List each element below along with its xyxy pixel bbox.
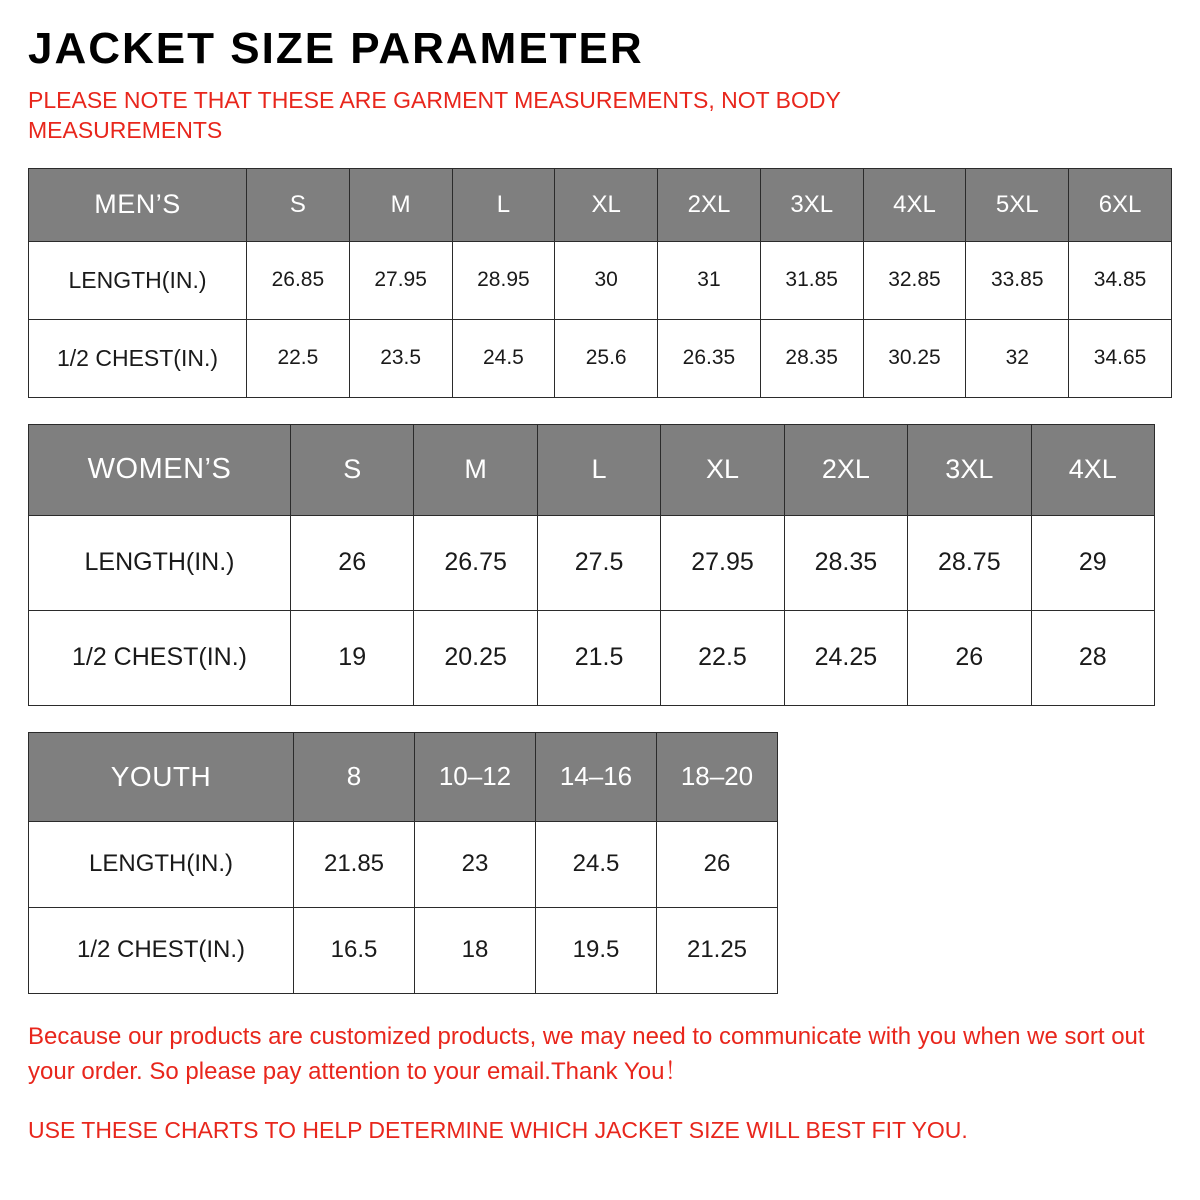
- table-cell: 21.85: [294, 821, 415, 907]
- table-cell: 28.75: [908, 515, 1031, 610]
- table-cell: 24.5: [536, 821, 657, 907]
- table-row: [29, 241, 1172, 319]
- womens-size-header: 3XL: [908, 424, 1031, 515]
- mens-header-label: MEN’S: [29, 168, 247, 241]
- table-cell: 19.5: [536, 907, 657, 993]
- womens-size-header: XL: [661, 424, 784, 515]
- row-label: LENGTH(IN.): [29, 515, 291, 610]
- table-cell: 34.65: [1069, 319, 1172, 397]
- youth-header-label: YOUTH: [29, 732, 294, 821]
- table-cell: 23.5: [349, 319, 452, 397]
- table-row: [29, 319, 1172, 397]
- table-cell: 34.85: [1069, 241, 1172, 319]
- table-cell: 24.25: [784, 610, 907, 705]
- table-cell: 21.5: [537, 610, 660, 705]
- row-label: LENGTH(IN.): [29, 821, 294, 907]
- table-cell: 27.5: [537, 515, 660, 610]
- youth-size-header: 8: [294, 732, 415, 821]
- table-cell: 22.5: [661, 610, 784, 705]
- table-cell: 16.5: [294, 907, 415, 993]
- womens-size-header: M: [414, 424, 537, 515]
- table-cell: 26.35: [658, 319, 761, 397]
- mens-size-table: [28, 168, 1172, 398]
- table-cell: 28.35: [784, 515, 907, 610]
- table-header-row: [29, 732, 778, 821]
- table-cell: 25.6: [555, 319, 658, 397]
- table-header-row: [29, 424, 1155, 515]
- table-cell: 26: [908, 610, 1031, 705]
- chart-usage-note: USE THESE CHARTS TO HELP DETERMINE WHICH JACKET SIZE WILL BEST FIT YOU.: [28, 1116, 968, 1143]
- mens-size-header: 6XL: [1069, 168, 1172, 241]
- table-cell: 28.95: [452, 241, 555, 319]
- womens-size-header: S: [291, 424, 414, 515]
- mens-size-header: L: [452, 168, 555, 241]
- table-cell: 27.95: [661, 515, 784, 610]
- table-cell: 21.25: [657, 907, 778, 993]
- row-label: 1/2 CHEST(IN.): [29, 319, 247, 397]
- mens-size-header: 4XL: [863, 168, 966, 241]
- table-cell: 32: [966, 319, 1069, 397]
- table-row: [29, 610, 1155, 705]
- table-row: [29, 821, 778, 907]
- table-cell: 20.25: [414, 610, 537, 705]
- table-cell: 31.85: [760, 241, 863, 319]
- womens-size-header: L: [537, 424, 660, 515]
- table-cell: 22.5: [247, 319, 350, 397]
- table-row: [29, 907, 778, 993]
- table-row: [29, 515, 1155, 610]
- table-cell: 23: [415, 821, 536, 907]
- table-cell: 31: [658, 241, 761, 319]
- row-label: LENGTH(IN.): [29, 241, 247, 319]
- table-cell: 32.85: [863, 241, 966, 319]
- womens-header-label: WOMEN’S: [29, 424, 291, 515]
- youth-size-table: [28, 732, 778, 994]
- table-cell: 30: [555, 241, 658, 319]
- mens-size-header: XL: [555, 168, 658, 241]
- mens-size-header: M: [349, 168, 452, 241]
- youth-size-header: 10–12: [415, 732, 536, 821]
- table-cell: 26: [291, 515, 414, 610]
- mens-size-header: S: [247, 168, 350, 241]
- mens-size-header: 2XL: [658, 168, 761, 241]
- row-label: 1/2 CHEST(IN.): [29, 907, 294, 993]
- table-cell: 28.35: [760, 319, 863, 397]
- table-cell: 26.85: [247, 241, 350, 319]
- table-cell: 30.25: [863, 319, 966, 397]
- table-cell: 26.75: [414, 515, 537, 610]
- table-cell: 29: [1031, 515, 1154, 610]
- womens-size-table: [28, 424, 1155, 706]
- table-cell: 28: [1031, 610, 1154, 705]
- table-cell: 27.95: [349, 241, 452, 319]
- table-cell: 26: [657, 821, 778, 907]
- row-label: 1/2 CHEST(IN.): [29, 610, 291, 705]
- womens-size-header: 2XL: [784, 424, 907, 515]
- garment-measurement-note: PLEASE NOTE THAT THESE ARE GARMENT MEASUREMENTS, NOT BODY MEASUREMENTS: [28, 87, 841, 144]
- womens-size-header: 4XL: [1031, 424, 1154, 515]
- customization-note: Because our products are customized products, we may need to communicate with you when we sort out your order. So please pay attention to your email.Thank You！: [28, 1022, 1145, 1085]
- table-cell: 18: [415, 907, 536, 993]
- mens-size-header: 3XL: [760, 168, 863, 241]
- youth-size-header: 18–20: [657, 732, 778, 821]
- youth-size-header: 14–16: [536, 732, 657, 821]
- table-header-row: [29, 168, 1172, 241]
- mens-size-header: 5XL: [966, 168, 1069, 241]
- table-cell: 33.85: [966, 241, 1069, 319]
- table-cell: 24.5: [452, 319, 555, 397]
- table-cell: 19: [291, 610, 414, 705]
- page-title: JACKET SIZE PARAMETER: [28, 24, 644, 73]
